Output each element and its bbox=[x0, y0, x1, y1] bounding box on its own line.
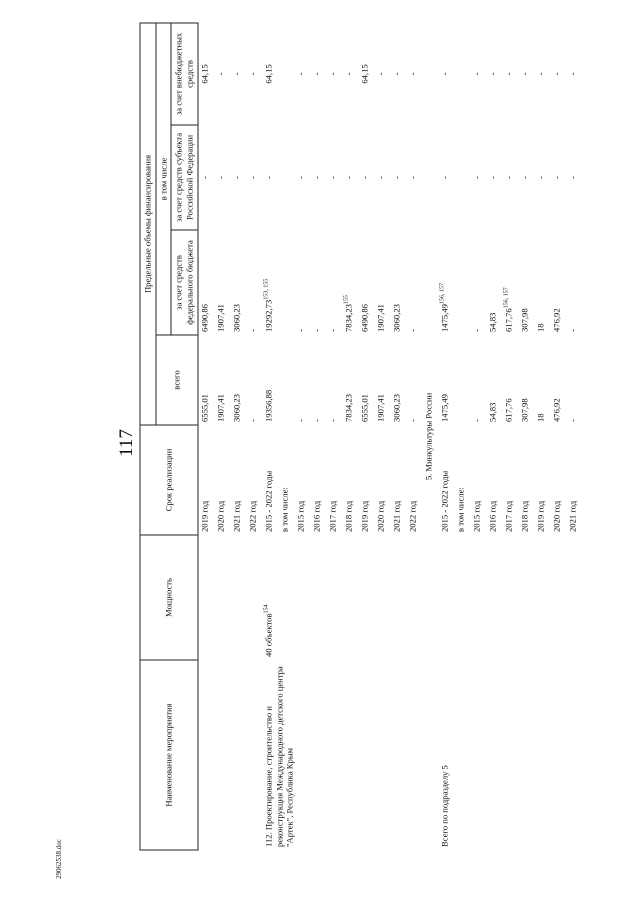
total-cell bbox=[454, 335, 470, 425]
item-112-capacity: 40 объектов$^{154}$ bbox=[263, 604, 274, 657]
extra-cell: - bbox=[375, 72, 386, 76]
federal-cell: - bbox=[247, 329, 258, 332]
federal-cell bbox=[278, 230, 294, 335]
extra-cell bbox=[454, 23, 470, 125]
regional-cell: - bbox=[519, 176, 530, 179]
rotated-table-container bbox=[140, 24, 592, 851]
period-cell: 2015 год bbox=[471, 500, 482, 532]
federal-cell: - bbox=[295, 329, 306, 332]
federal-cell: 7834,23$^{155}$ bbox=[343, 295, 354, 332]
period-cell: 2021 год bbox=[391, 500, 402, 532]
table-row bbox=[262, 23, 278, 850]
total-cell bbox=[278, 335, 294, 425]
footnote-ref: 156, 157 bbox=[503, 287, 510, 309]
regional-cell: - bbox=[359, 176, 370, 179]
total-cell: 18 bbox=[535, 413, 546, 422]
extra-cell: - bbox=[535, 72, 546, 76]
header-period: Срок реализации bbox=[140, 425, 198, 535]
total-cell: 1907,41 bbox=[215, 394, 226, 422]
page-number: 117 bbox=[116, 429, 137, 457]
regional-cell: - bbox=[295, 176, 306, 179]
header-federal: за счет средств федерального бюджета bbox=[171, 230, 197, 335]
regional-cell: - bbox=[391, 176, 402, 179]
header-regional: за счет средств субъекта Российской Федерации bbox=[171, 125, 197, 230]
subtotal-capacity-empty bbox=[438, 535, 582, 660]
extra-cell bbox=[278, 23, 294, 125]
header-capacity: Мощность bbox=[140, 535, 198, 660]
total-cell: - bbox=[567, 419, 578, 422]
capacity-cell-empty bbox=[198, 535, 263, 660]
name-cell-empty bbox=[198, 660, 263, 850]
footnote-ref: 153, 155 bbox=[263, 278, 270, 300]
period-cell: в том числе: bbox=[279, 487, 290, 532]
period-cell: 2019 год bbox=[199, 500, 210, 532]
regional-cell: - bbox=[439, 176, 450, 179]
extra-cell: - bbox=[567, 72, 578, 76]
extra-cell: - bbox=[487, 72, 498, 76]
extra-cell: - bbox=[215, 72, 226, 76]
extra-cell: - bbox=[391, 72, 402, 76]
federal-cell: 1475,49$^{156, 157}$ bbox=[439, 283, 450, 332]
extra-cell: - bbox=[311, 72, 322, 76]
regional-cell: - bbox=[199, 176, 210, 179]
section-title: 5. Минкультуры России bbox=[423, 392, 434, 481]
period-cell: 2016 год bbox=[487, 500, 498, 532]
period-cell: 2021 год bbox=[567, 500, 578, 532]
total-cell: 1475,49 bbox=[439, 394, 450, 422]
total-cell: 6555,01 bbox=[199, 394, 210, 422]
regional-cell: - bbox=[343, 176, 354, 179]
period-cell: 2020 год bbox=[551, 500, 562, 532]
header-name: Наименование мероприятия bbox=[140, 660, 198, 850]
extra-cell: - bbox=[471, 72, 482, 76]
period-cell: 2018 год bbox=[519, 500, 530, 532]
regional-cell: - bbox=[327, 176, 338, 179]
total-cell: - bbox=[407, 419, 418, 422]
period-cell: 2016 год bbox=[311, 500, 322, 532]
regional-cell: - bbox=[407, 176, 418, 179]
federal-cell: - bbox=[471, 329, 482, 332]
period-cell: 2017 год bbox=[327, 500, 338, 532]
section-row bbox=[422, 23, 438, 850]
subtotal-label: Всего по подразделу 5 bbox=[439, 765, 450, 847]
regional-cell bbox=[278, 125, 294, 230]
total-cell: 3060,23 bbox=[391, 394, 402, 422]
total-cell: 19356,88 bbox=[263, 389, 274, 422]
regional-cell: - bbox=[263, 176, 274, 179]
regional-cell: - bbox=[231, 176, 242, 179]
regional-cell: - bbox=[375, 176, 386, 179]
total-cell: 54,83 bbox=[487, 402, 498, 422]
period-cell: 2019 год bbox=[359, 500, 370, 532]
period-cell: 2020 год bbox=[215, 500, 226, 532]
period-cell: 2017 год bbox=[503, 500, 514, 532]
federal-cell: - bbox=[407, 329, 418, 332]
federal-cell: 476,92 bbox=[551, 308, 562, 332]
total-cell: 3060,23 bbox=[231, 394, 242, 422]
federal-cell: 6490,86 bbox=[359, 304, 370, 332]
period-cell: 2018 год bbox=[343, 500, 354, 532]
total-cell: - bbox=[311, 419, 322, 422]
extra-cell: - bbox=[295, 72, 306, 76]
regional-cell: - bbox=[215, 176, 226, 179]
period-cell: 2015 - 2022 годы bbox=[263, 470, 274, 532]
regional-cell: - bbox=[535, 176, 546, 179]
footer-filename: 29062538.doc bbox=[55, 839, 63, 879]
federal-cell: 6490,86 bbox=[199, 304, 210, 332]
federal-cell: 1907,41 bbox=[375, 304, 386, 332]
header-extra: за счет внебюджетных средств bbox=[171, 23, 197, 125]
extra-cell: - bbox=[407, 72, 418, 76]
item-112-name: 112. Проектирование, строительство и реконструкция Международного детского центра "Артек", Республика Крым bbox=[263, 666, 295, 847]
extra-cell: - bbox=[231, 72, 242, 76]
regional-cell: - bbox=[247, 176, 258, 179]
period-cell: в том числе: bbox=[455, 487, 466, 532]
federal-cell: 19292,73$^{153, 155}$ bbox=[263, 278, 274, 332]
footnote-ref: 155 bbox=[343, 295, 350, 305]
regional-cell: - bbox=[311, 176, 322, 179]
table-row bbox=[198, 23, 215, 850]
federal-cell: 3060,23 bbox=[391, 304, 402, 332]
extra-cell: - bbox=[519, 72, 530, 76]
regional-cell: - bbox=[487, 176, 498, 179]
federal-cell: - bbox=[327, 329, 338, 332]
period-cell: 2020 год bbox=[375, 500, 386, 532]
period-cell: 2015 год bbox=[295, 500, 306, 532]
document-page bbox=[139, 24, 591, 851]
federal-cell: 1907,41 bbox=[215, 304, 226, 332]
table-body bbox=[198, 23, 583, 850]
federal-cell: 18 bbox=[535, 323, 546, 332]
total-cell: 307,98 bbox=[519, 398, 530, 422]
footnote-ref: 156, 157 bbox=[439, 283, 446, 305]
total-cell: 476,92 bbox=[551, 398, 562, 422]
federal-cell: 617,76$^{156, 157}$ bbox=[503, 287, 514, 332]
extra-cell: - bbox=[503, 72, 514, 76]
extra-cell: - bbox=[551, 72, 562, 76]
federal-cell: 54,83 bbox=[487, 312, 498, 332]
period-cell: 2022 год bbox=[407, 500, 418, 532]
period-cell: 2021 год bbox=[231, 500, 242, 532]
regional-cell: - bbox=[567, 176, 578, 179]
federal-cell: 307,98 bbox=[519, 308, 530, 332]
total-cell: 1907,41 bbox=[375, 394, 386, 422]
footnote-ref: 154 bbox=[263, 604, 270, 614]
regional-cell: - bbox=[471, 176, 482, 179]
total-cell: - bbox=[247, 419, 258, 422]
extra-cell: - bbox=[439, 72, 450, 76]
regional-cell: - bbox=[503, 176, 514, 179]
extra-cell: - bbox=[343, 72, 354, 76]
total-cell: - bbox=[471, 419, 482, 422]
total-cell: - bbox=[295, 419, 306, 422]
extra-cell: 64,15 bbox=[263, 64, 274, 84]
period-cell: 2015 - 2022 годы bbox=[439, 470, 450, 532]
regional-cell bbox=[454, 125, 470, 230]
total-cell: 617,76 bbox=[503, 398, 514, 422]
total-cell: 6555,01 bbox=[359, 394, 370, 422]
extra-cell: 64,15 bbox=[199, 64, 210, 84]
regional-cell: - bbox=[551, 176, 562, 179]
header-limits: Предельные объемы финансирования bbox=[140, 23, 156, 425]
extra-cell: 64,15 bbox=[359, 64, 370, 84]
federal-cell: - bbox=[311, 329, 322, 332]
extra-cell: - bbox=[327, 72, 338, 76]
funding-table bbox=[140, 22, 583, 850]
header-total: всего bbox=[156, 335, 198, 425]
total-cell: - bbox=[327, 419, 338, 422]
period-cell: 2022 год bbox=[247, 500, 258, 532]
federal-cell bbox=[454, 230, 470, 335]
header-including: в том числе bbox=[156, 23, 172, 335]
extra-cell: - bbox=[247, 72, 258, 76]
period-cell: 2019 год bbox=[535, 500, 546, 532]
federal-cell: - bbox=[567, 329, 578, 332]
table-row bbox=[438, 23, 454, 850]
total-cell: 7834,23 bbox=[343, 394, 354, 422]
federal-cell: 3060,23 bbox=[231, 304, 242, 332]
